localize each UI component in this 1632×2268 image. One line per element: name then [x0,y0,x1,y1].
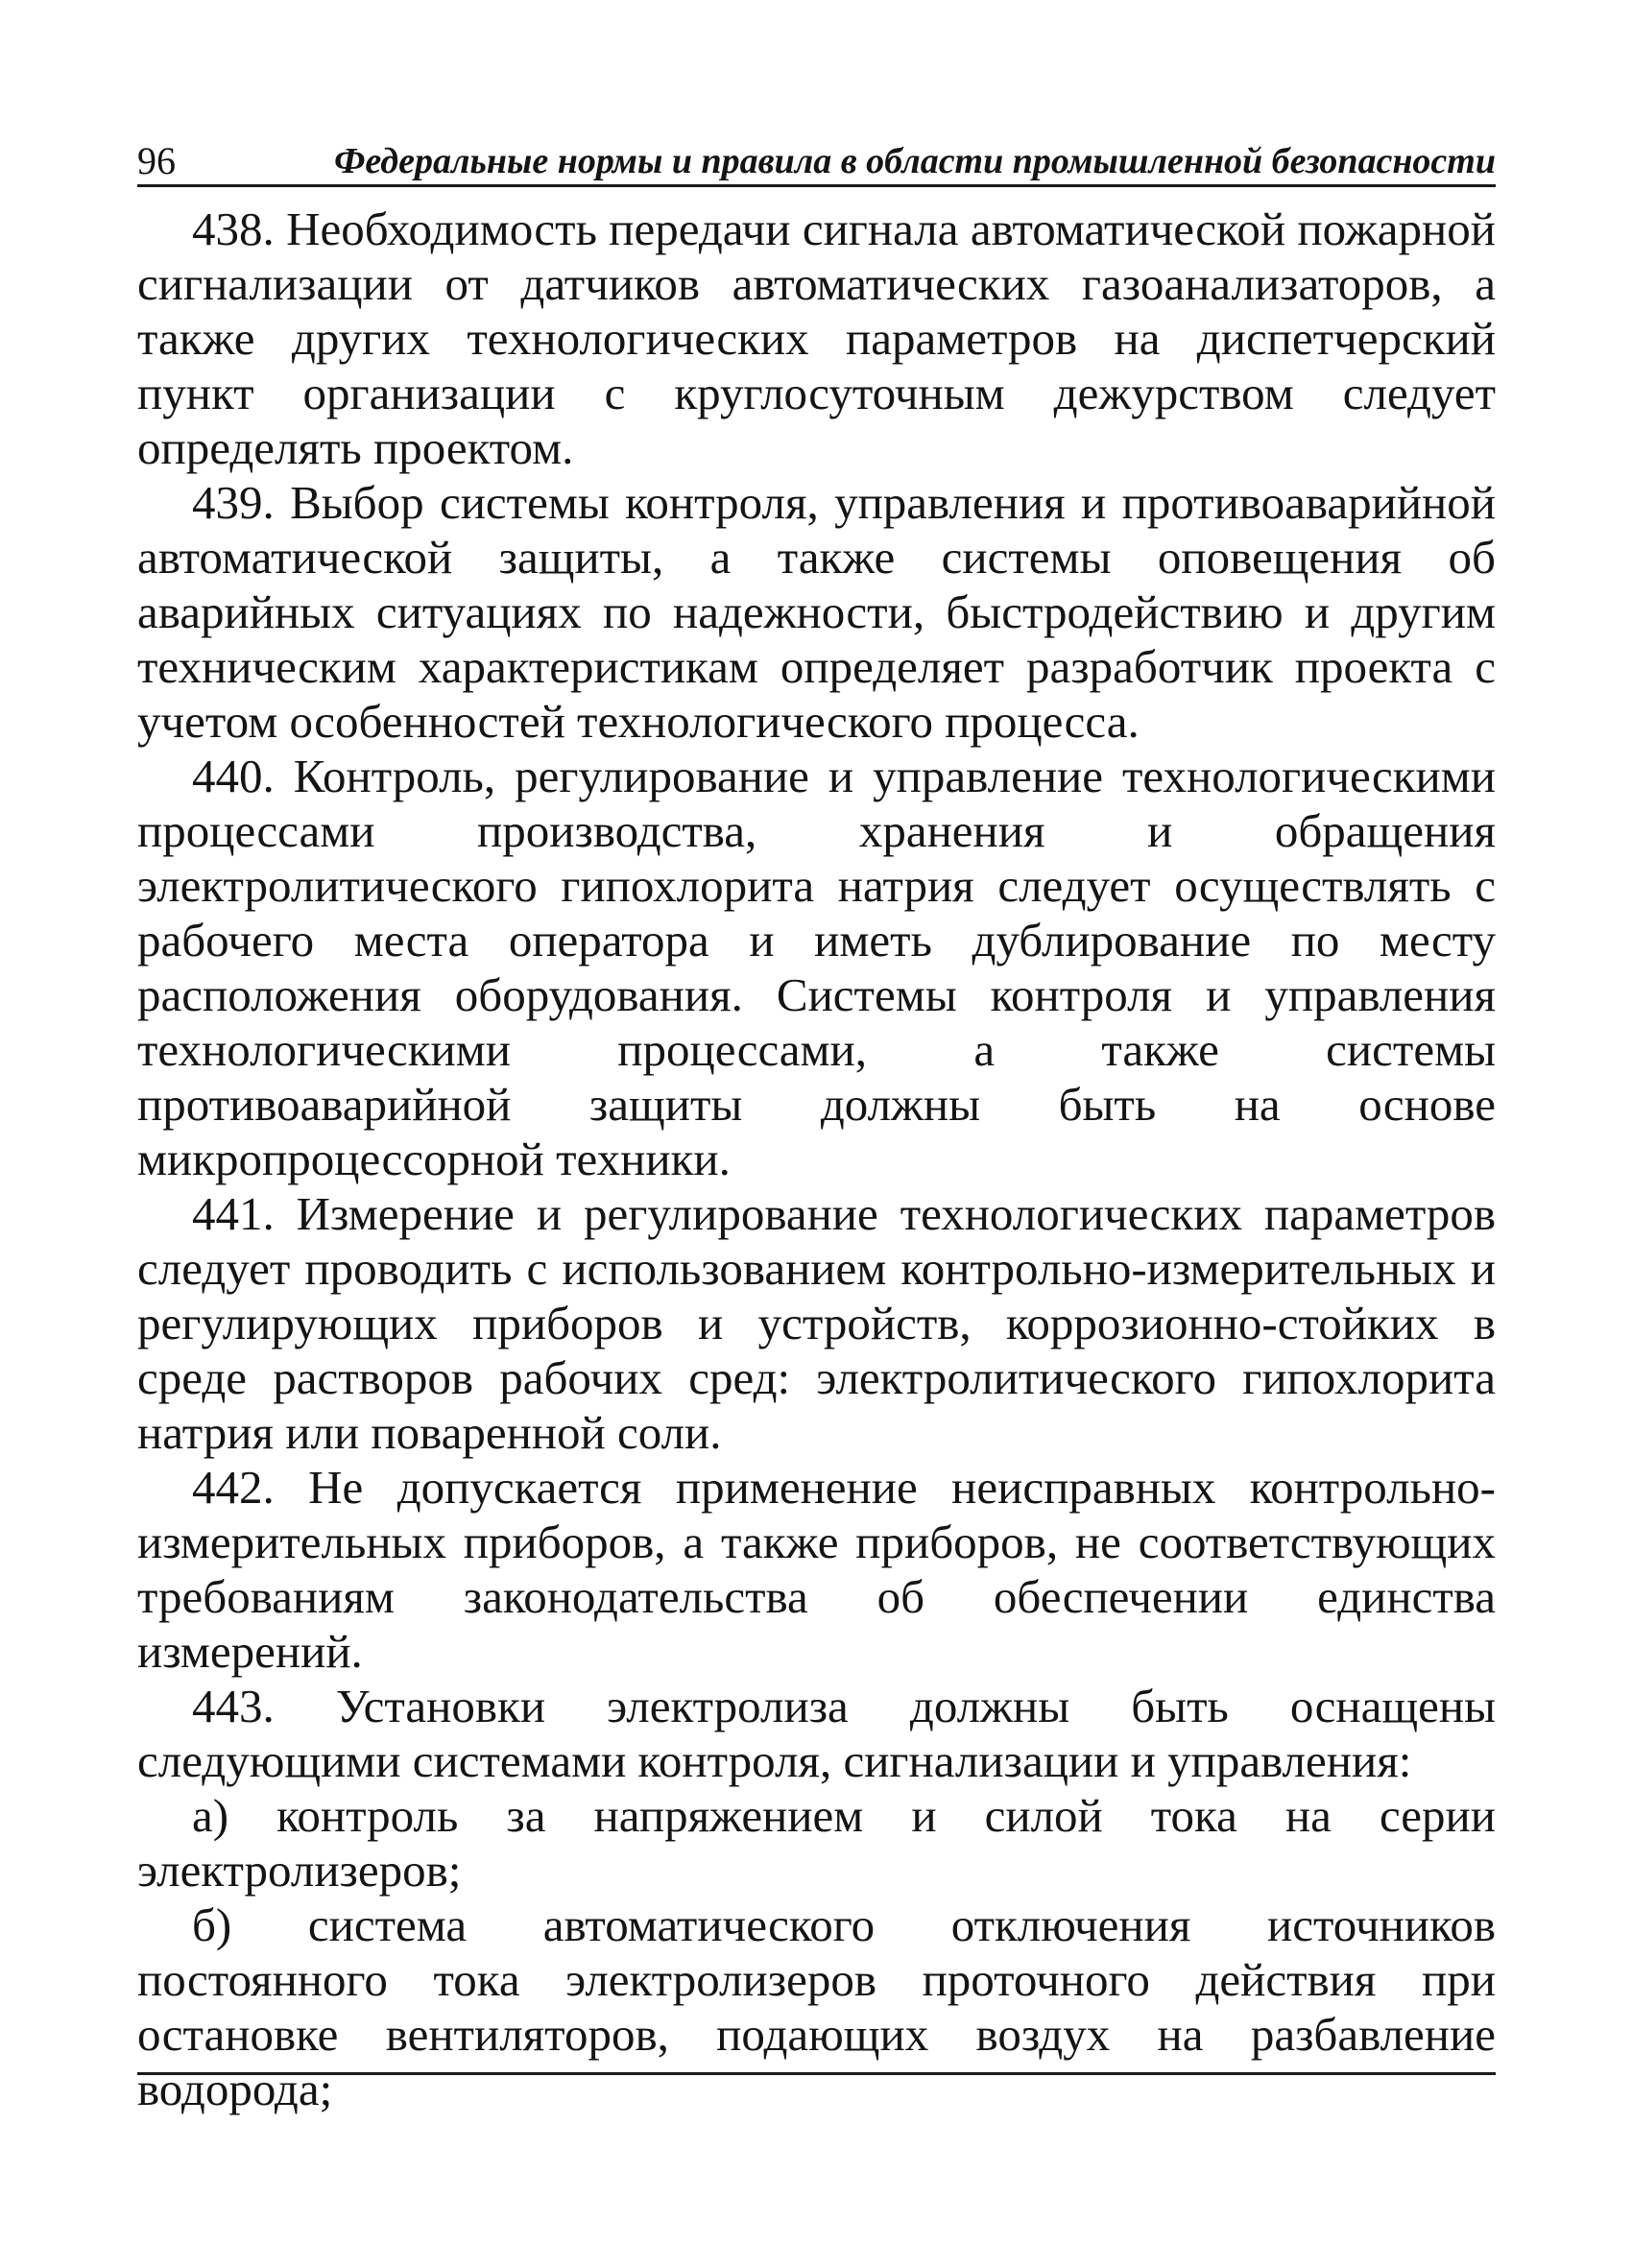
page-number: 96 [137,139,176,182]
paragraph-440: 440. Контроль, регулирование и управление технологическими процессами производства, хранения и обращения электролитического гипохлорита натрия следует осуществлять с рабочего места оператора и иметь дублирование по месту расположения оборудования. Системы контроля и управления технологическими процессами, а также системы противоаварийной защиты должны быть на основе микропроцессорной техники. [137,750,1496,1185]
paragraph-439: 439. Выбор системы контроля, управления и противоаварийной автоматической защиты, а также системы оповещения об аварийных ситуациях по надежности, быстродействию и другим техническим характеристикам определяет разработчик проекта с учетом особенностей технологического процесса. [137,476,1496,748]
paragraph-443: 443. Установки электролиза должны быть оснащены следующими системами контроля, сигнализации и управления: [137,1680,1496,1787]
paragraph-442: 442. Не допускается применение неисправных контрольно-измерительных приборов, а также приборов, не соответствующих требованиям законодательства об обеспечении единства измерений. [137,1461,1496,1678]
footer-rule [137,2072,1496,2075]
page-body [137,202,1496,2116]
running-title: Федеральные нормы и правила в области промышленной безопасности [334,141,1496,181]
list-item-b: б) система автоматического отключения источников постоянного тока электролизеров проточного действия при остановке вентиляторов, подающих воздух на разбавление водорода; [137,1898,1496,2115]
page-header [137,140,1496,187]
list-item-a: а) контроль за напряжением и силой тока на серии электролизеров; [137,1789,1496,1897]
paragraph-441: 441. Измерение и регулирование технологических параметров следует проводить с использованием контрольно-измерительных и регулирующих приборов и устройств, коррозионно-стойких в среде растворов рабочих сред: электролитического гипохлорита натрия или поваренной соли. [137,1187,1496,1459]
paragraph-438: 438. Необходимость передачи сигнала автоматической пожарной сигнализации от датчиков автоматических газоанализаторов, а также других технологических параметров на диспетчерский пункт организации с круглосуточным дежурством следует определять проектом. [137,203,1496,474]
